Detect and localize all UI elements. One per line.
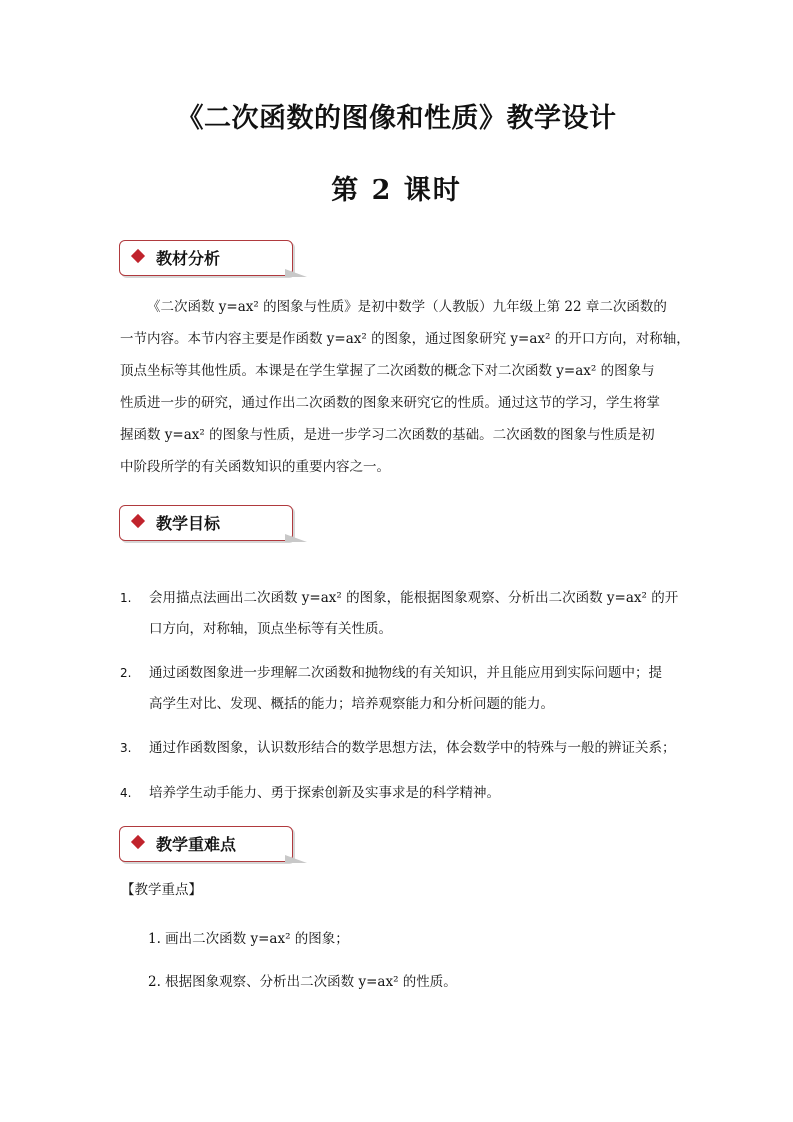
goal-line: 培养学生动手能力、勇于探索创新及实事求是的科学精神。: [149, 785, 500, 801]
paragraph-line: 性质进一步的研究，通过作出二次函数的图象来研究它的性质。通过这节的学习，学生将掌: [120, 395, 660, 411]
paragraph-line: 一节内容。本节内容主要是作函数 y=ax² 的图象，通过图象研究 y=ax² 的开口方向，对称轴，: [120, 331, 690, 347]
section-title-analysis: 教材分析: [156, 249, 221, 268]
paragraph-line: 中阶段所学的有关函数知识的重要内容之一。: [120, 459, 390, 475]
paragraph-line: 《二次函数 y=ax² 的图象与性质》是初中数学（人教版）九年级上第 22 章二次函数的: [147, 299, 667, 315]
goal-line: 高学生对比、发现、概括的能力；培养观察能力和分析问题的能力。: [149, 696, 554, 712]
goal-number: 3.: [120, 741, 132, 755]
section-header-key-points: [119, 826, 309, 866]
goal-line: 通过作函数图象，认识数形结合的数学思想方法，体会数学中的特殊与一般的辨证关系；: [149, 740, 676, 756]
section-title-key-points: 教学重难点: [156, 835, 237, 854]
document-title: 《二次函数的图像和性质》教学设计: [176, 103, 617, 134]
key-points-heading: 【教学重点】: [121, 882, 202, 898]
section-header-goals: [119, 505, 309, 545]
section-header-analysis: [119, 240, 309, 280]
section-header-tail: [285, 534, 307, 542]
paragraph-line: 顶点坐标等其他性质。本课是在学生掌握了二次函数的概念下对二次函数 y=ax² 的图象与: [120, 363, 655, 379]
lesson-number: 第 2 课时: [331, 175, 462, 206]
goal-line: 会用描点法画出二次函数 y=ax² 的图象，能根据图象观察、分析出二次函数 y=ax² 的开: [149, 590, 679, 606]
goal-number: 1.: [120, 591, 132, 605]
section-header-tail: [285, 855, 307, 863]
goal-line: 通过函数图象进一步理解二次函数和抛物线的有关知识，并且能应用到实际问题中；提: [149, 665, 662, 681]
goal-number: 4.: [120, 786, 132, 800]
section-header-tail: [285, 269, 307, 277]
key-point-item: 2. 根据图象观察、分析出二次函数 y=ax² 的性质。: [148, 974, 457, 990]
goal-line: 口方向，对称轴，顶点坐标等有关性质。: [149, 621, 392, 637]
section-title-goals: 教学目标: [156, 514, 221, 533]
paragraph-line: 握函数 y=ax² 的图象与性质，是进一步学习二次函数的基础。二次函数的图象与性质是初: [120, 427, 655, 443]
analysis-paragraph: [120, 291, 690, 483]
key-point-item: 1. 画出二次函数 y=ax² 的图象；: [148, 931, 349, 947]
goal-number: 2.: [120, 666, 132, 680]
